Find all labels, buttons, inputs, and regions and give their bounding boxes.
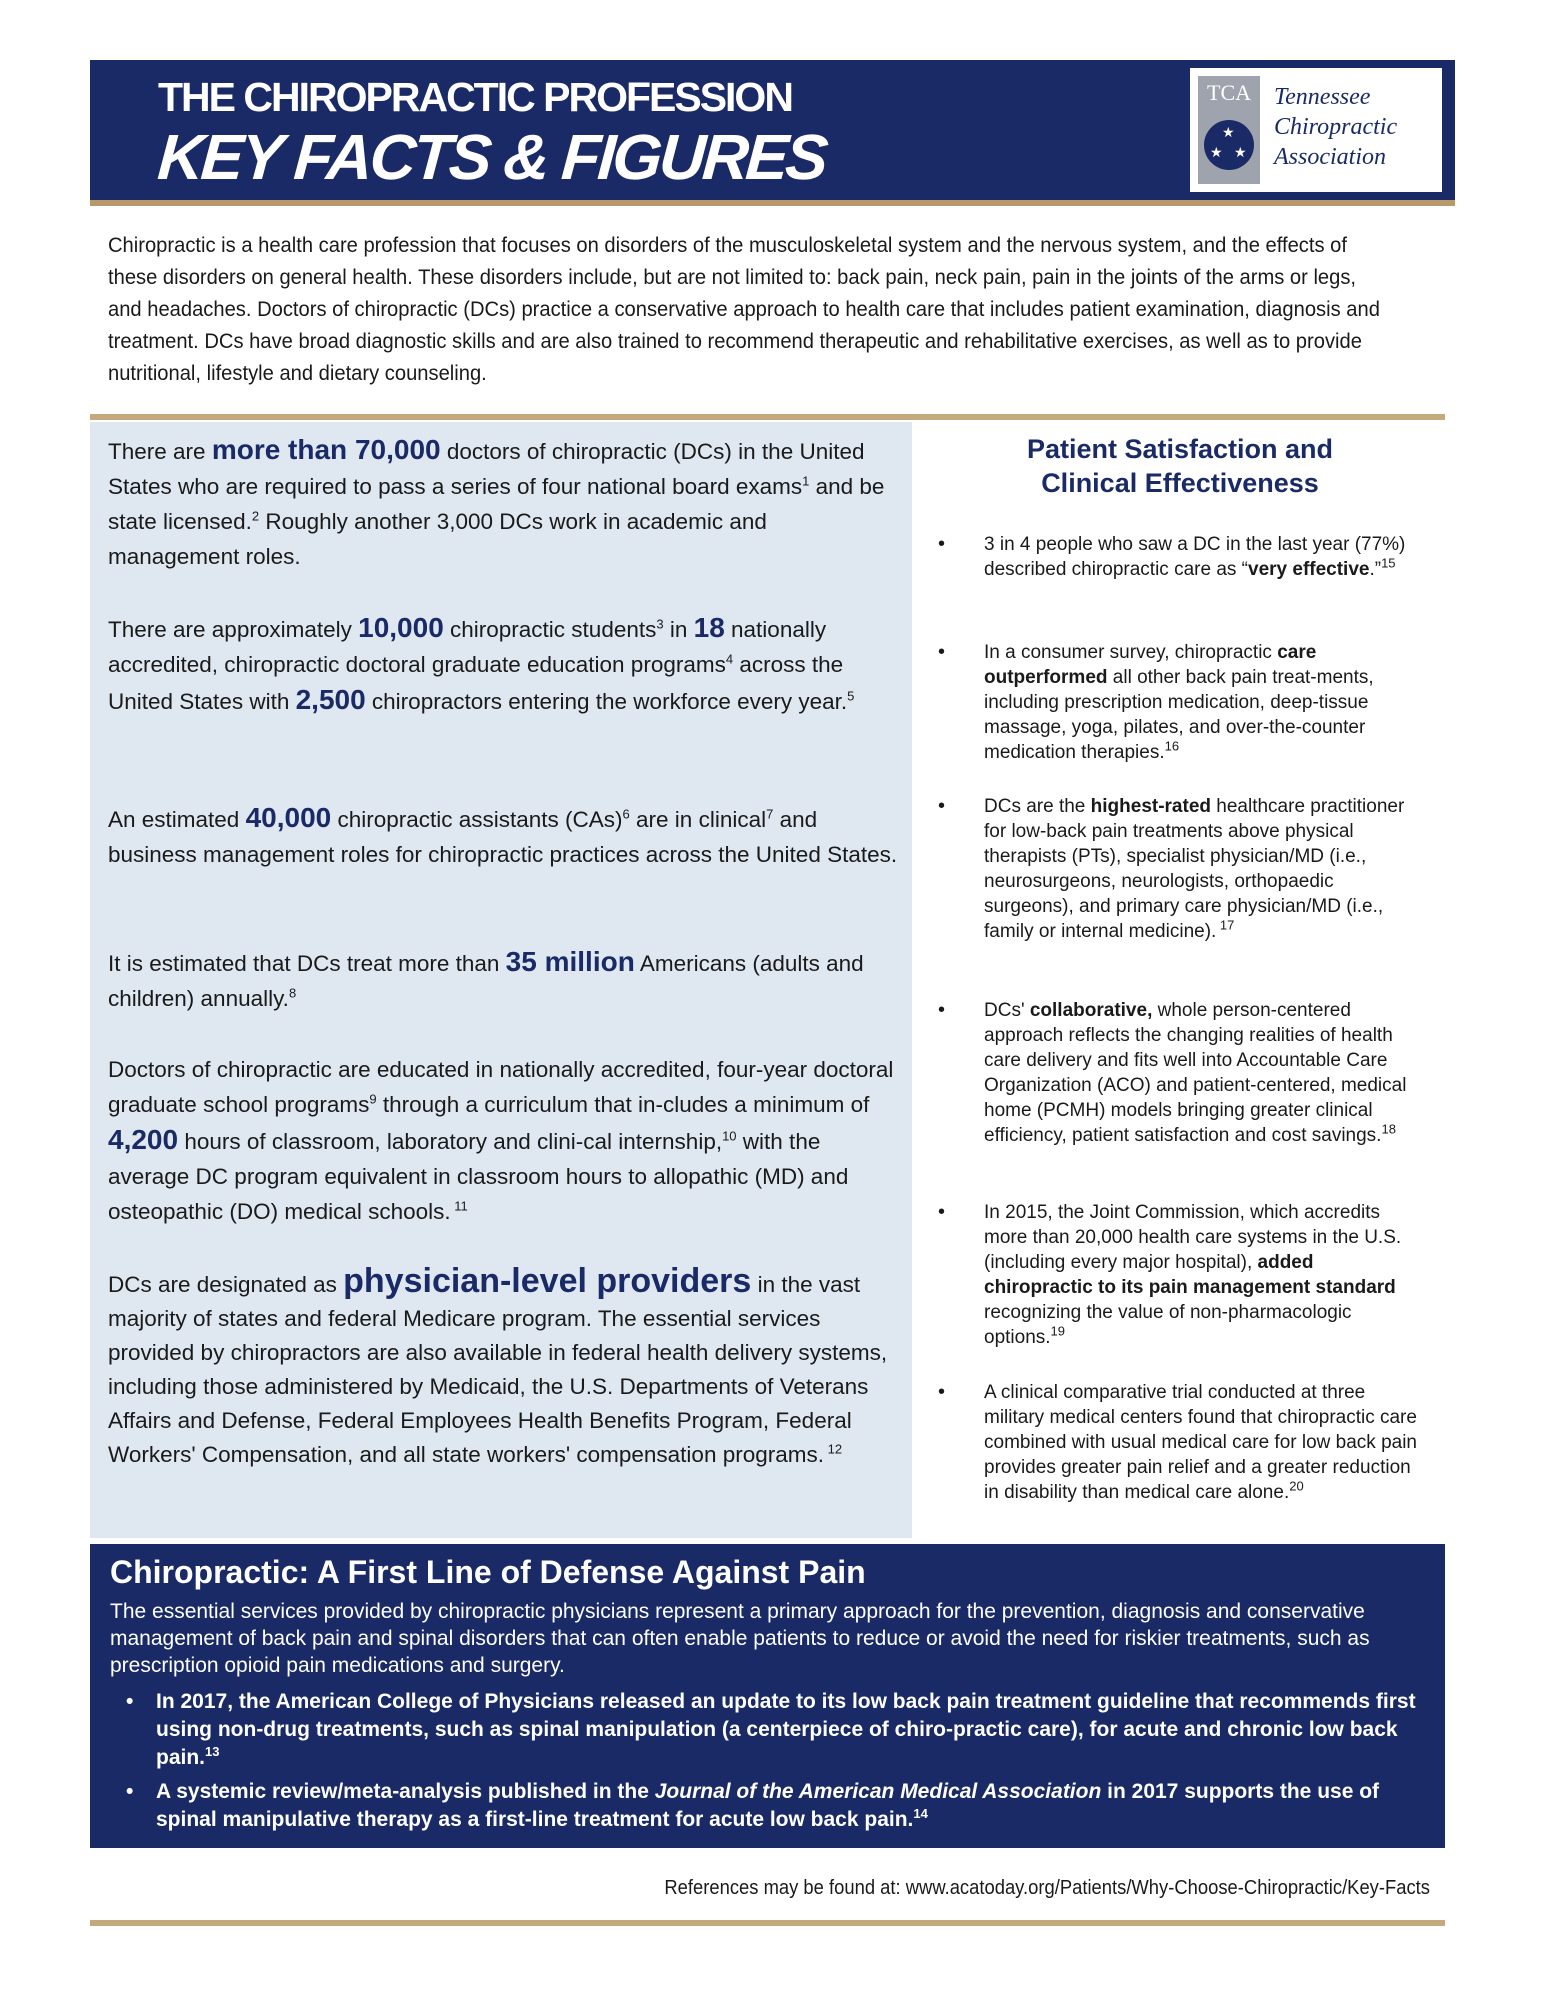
fact-students: There are approximately 10,000 chiropractic students$^3$ in 18 nationally accredited, chiropractic doctoral graduate education programs$^4$ across the United States with 2,500 chiropractors entering the workforce every year.$^5$: [108, 612, 855, 715]
satisfaction-title: [960, 432, 1400, 500]
logo-text: [1274, 82, 1397, 172]
bullet-icon: •: [938, 795, 946, 817]
logo-line1: Tennessee: [1274, 84, 1371, 110]
first-line-defense-intro: The essential services provided by chiropractic physicians represent a primary approach for the prevention, diagnosis and conservative management of back pain and spinal disorders that can often enable patients to reduce or avoid the need for riskier treatments, such as prescription opioid pain medications and surgery.: [110, 1600, 1370, 1677]
first-line-defense-box: Chiropractic: A First Line of Defense Against Pain The essential services provided by chiropractic physicians represent a primary approach for the prevention, diagnosis and conservative management of back pain and spinal disorders that can often enable patients to reduce or avoid the need for riskier treatments, such as prescription opioid pain medications and surgery. • In 2017, the American College of Physicians released an update to its low back pain treatment guideline that recommends first using non-drug treatments, such as spinal manipulation (a centerpiece of chiro-practic care), for acute and chronic low back pain.$^{13}$ • A systemic review/meta-analysis published in the Journal of the American Medical Association in 2017 supports the use of spinal manipulative therapy as a first-line treatment for acute low back pain.$^{14}$: [90, 1544, 1445, 1848]
header-title-line1: THE CHIROPRACTIC PROFESSION: [158, 74, 792, 120]
fact-physician-level: DCs are designated as physician-level providers in the vast majority of states and federal Medicare program. The essential services provided by chiropractors are also available in federal health delivery systems, including those administered by Medicaid, the U.S. Departments of Veterans Affairs and Defense, Federal Employees Health Benefits Program, Federal Workers' Compensation, and all state workers' compensation programs. $^{12}$: [108, 1262, 888, 1467]
logo-line2: Chiropractic: [1274, 114, 1398, 140]
tennessee-stars-icon: ★ ★ ★: [1204, 120, 1254, 170]
header-banner: [90, 60, 1455, 206]
bullet-icon: •: [938, 1201, 946, 1223]
satisfaction-title-line1: Patient Satisfaction and: [1026, 434, 1334, 464]
divider-bottom: [90, 1920, 1445, 1926]
bullet-icon: •: [126, 1780, 134, 1803]
references-link-text: References may be found at: www.acatoday.org/Patients/Why-Choose-Chiropractic/Key-Facts: [664, 1877, 1430, 1899]
intro-paragraph: Chiropractic is a health care profession that focuses on disorders of the musculoskeletal system and the nervous system, and the effects of these disorders on general health. These disorders include, but are not limited to: back pain, neck pain, pain in the joints of the arms or legs, and headaches. Doctors of chiropractic (DCs) practice a conservative approach to health care that includes patient examination, diagnosis and treatment. DCs have broad diagnostic skills and are also trained to recommend therapeutic and rehabilitative exercises, as well as to provide nutritional, lifestyle and dietary counseling.: [108, 234, 1380, 385]
bullet-icon: •: [938, 999, 946, 1021]
bullet-icon: •: [938, 533, 946, 555]
logo-seal-icon: [1198, 76, 1260, 184]
tca-logo: [1190, 68, 1442, 192]
fact-patients: It is estimated that DCs treat more than 35 million Americans (adults and children) annually.$^8$: [108, 946, 864, 1011]
logo-line3: Association: [1274, 144, 1386, 170]
fact-doctors-count: There are more than 70,000 doctors of chiropractic (DCs) in the United States who are required to pass a series of four national board exams$^1$ and be state licensed.$^2$ Roughly another 3,000 DCs work in academic and management roles.: [108, 434, 885, 569]
fact-education: Doctors of chiropractic are educated in nationally accredited, four-year doctoral graduate school programs$^9$ through a curriculum that in-cludes a minimum of 4,200 hours of classroom, laboratory and clini-cal internship,$^{10}$ with the average DC program equivalent in classroom hours to allopathic (MD) and osteopathic (DO) medical schools. $^{11}$: [108, 1057, 894, 1224]
logo-abbrev: TCA: [1207, 80, 1251, 105]
bullet-icon: •: [938, 1381, 946, 1403]
fact-assistants: An estimated 40,000 chiropractic assistants (CAs)$^6$ are in clinical$^7$ and business management roles for chiropractic practices across the United States.: [108, 802, 898, 867]
bullet-icon: •: [938, 641, 946, 663]
header-title-line2: KEY FACTS & FIGURES: [155, 121, 828, 193]
first-line-defense-title: Chiropractic: A First Line of Defense Against Pain: [110, 1554, 866, 1590]
bullet-icon: •: [126, 1690, 134, 1713]
satisfaction-title-line2: Clinical Effectiveness: [1041, 468, 1319, 498]
divider-top: [90, 414, 1445, 420]
